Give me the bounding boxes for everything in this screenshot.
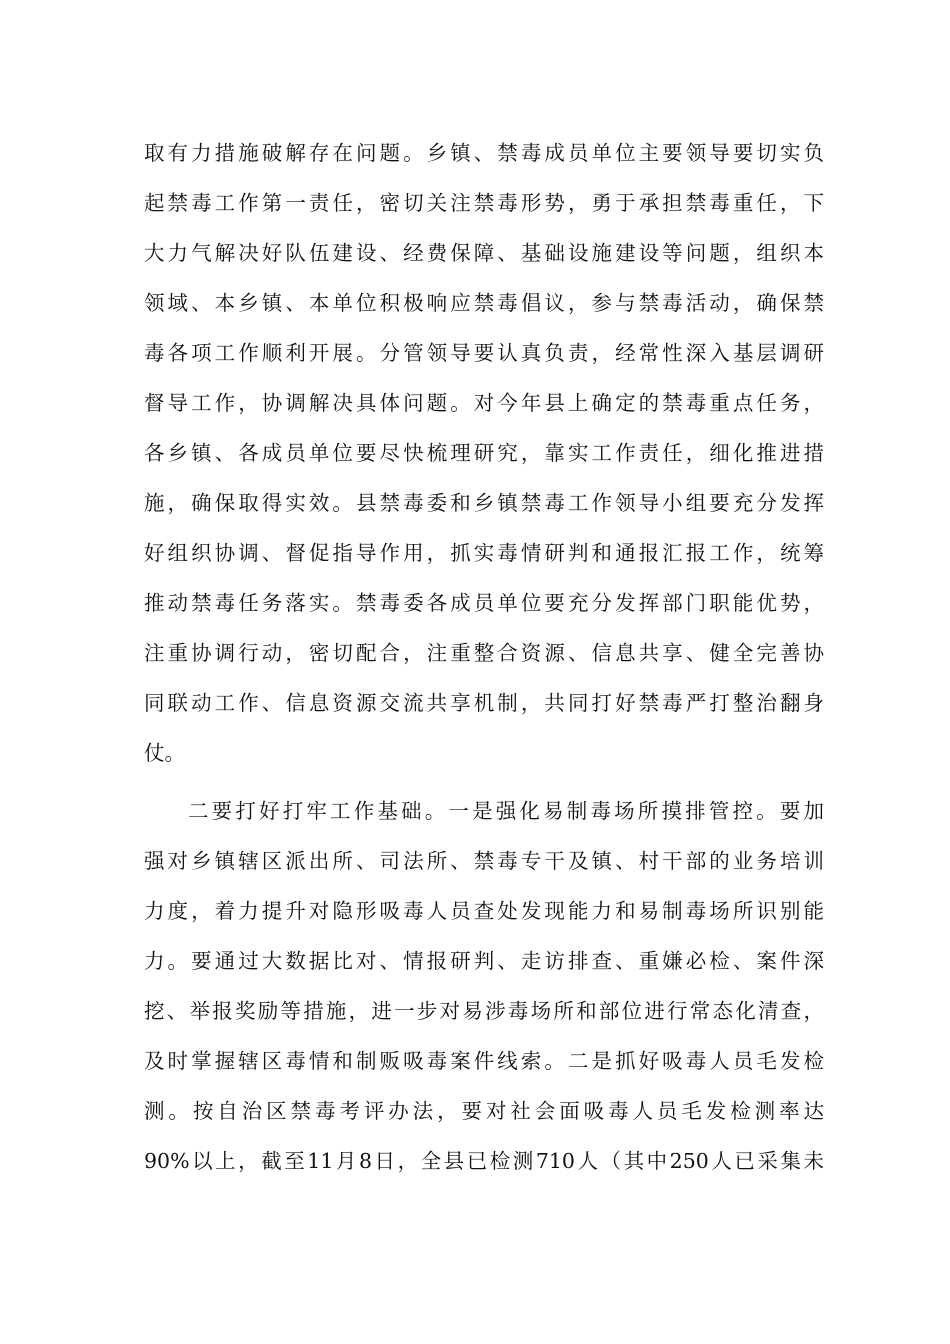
paragraph-1-line-6: 督导工作，协调解决具体问题。对今年县上确定的禁毒重点任务，: [144, 391, 824, 415]
paragraph-2-line-5: 挖、举报奖励等措施，进一步对易涉毒场所和部位进行常态化清查，: [144, 999, 824, 1023]
paragraph-1-line-7: 各乡镇、各成员单位要尽快梳理研究，靠实工作责任，细化推进措: [144, 441, 824, 465]
paragraph-2-line-3: 力度，着力提升对隐形吸毒人员查处发现能力和易制毒场所识别能: [144, 899, 824, 923]
paragraph-2-line-7: 测。按自治区禁毒考评办法，要对社会面吸毒人员毛发检测率达: [144, 1099, 824, 1123]
paragraph-1-line-11: 注重协调行动，密切配合，注重整合资源、信息共享、健全完善协: [144, 641, 824, 665]
paragraph-2-line-8: 90%以上，截至11月8日，全县已检测710人（其中250人已采集未: [144, 1149, 824, 1173]
paragraph-1-line-13: 仗。: [144, 741, 185, 765]
paragraph-2-line-4: 力。要通过大数据比对、情报研判、走访排查、重嫌必检、案件深: [144, 949, 824, 973]
paragraph-1-line-5: 毒各项工作顺利开展。分管领导要认真负责，经常性深入基层调研: [144, 341, 824, 365]
paragraph-1-line-1: 取有力措施破解存在问题。乡镇、禁毒成员单位主要领导要切实负: [144, 141, 824, 165]
paragraph-1-line-8: 施，确保取得实效。县禁毒委和乡镇禁毒工作领导小组要充分发挥: [144, 491, 824, 515]
paragraph-2-line-2: 强对乡镇辖区派出所、司法所、禁毒专干及镇、村干部的业务培训: [144, 849, 824, 873]
paragraph-1-line-2: 起禁毒工作第一责任，密切关注禁毒形势，勇于承担禁毒重任，下: [144, 191, 824, 215]
paragraph-1-line-12: 同联动工作、信息资源交流共享机制，共同打好禁毒严打整治翻身: [144, 691, 824, 715]
paragraph-1-line-4: 领域、本乡镇、本单位积极响应禁毒倡议，参与禁毒活动，确保禁: [144, 291, 824, 315]
paragraph-1-line-3: 大力气解决好队伍建设、经费保障、基础设施建设等问题，组织本: [144, 241, 824, 265]
paragraph-1-line-9: 好组织协调、督促指导作用，抓实毒情研判和通报汇报工作，统筹: [144, 541, 824, 565]
paragraph-1-line-10: 推动禁毒任务落实。禁毒委各成员单位要充分发挥部门职能优势，: [144, 591, 824, 615]
paragraph-2-line-6: 及时掌握辖区毒情和制贩吸毒案件线索。二是抓好吸毒人员毛发检: [144, 1049, 824, 1073]
paragraph-2-line-1: 二要打好打牢工作基础。一是强化易制毒场所摸排管控。要加: [188, 799, 824, 823]
